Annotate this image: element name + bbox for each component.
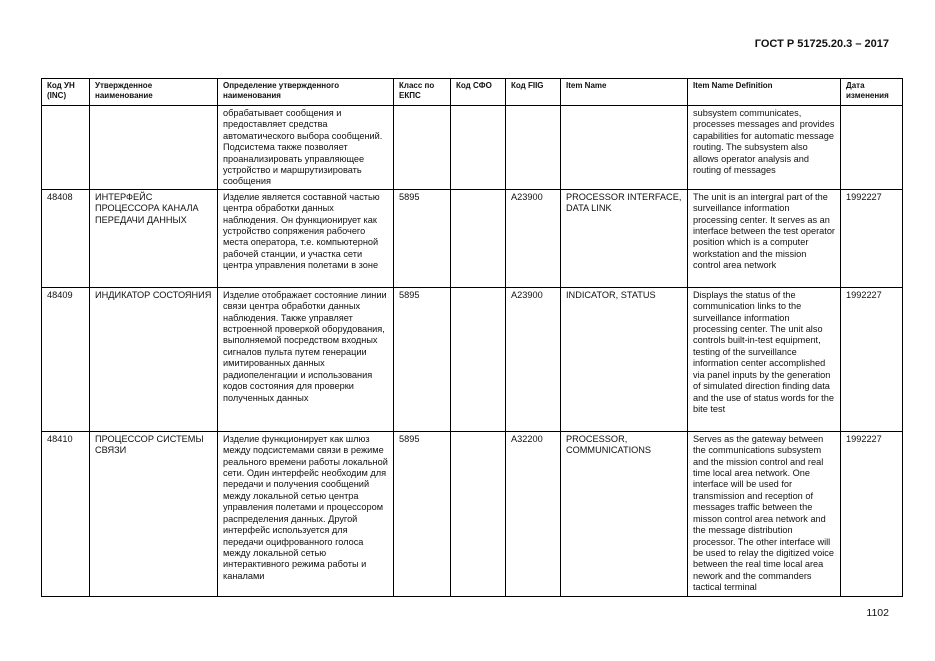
cell-inc: [42, 106, 90, 190]
column-header-inc: Код УН (INC): [42, 79, 90, 106]
cell-change-date: [841, 106, 903, 190]
cell-item-definition: The unit is an intergral part of the surveillance information processing center. It serves as an interface between the test operator position which is a computer workstation and the mission control area network: [688, 189, 841, 287]
table-row: [42, 189, 903, 287]
cell-class: 5895: [394, 287, 451, 431]
cell-inc: 48409: [42, 287, 90, 431]
cell-class: 5895: [394, 431, 451, 596]
table-row: [42, 106, 903, 190]
cell-change-date: 1992227: [841, 431, 903, 596]
cell-approved-name: ПРОЦЕССОР СИСТЕМЫ СВЯЗИ: [90, 431, 218, 596]
cell-class: 5895: [394, 189, 451, 287]
cell-sfo: [451, 106, 506, 190]
cell-change-date: 1992227: [841, 287, 903, 431]
column-header-sfo: Код СФО: [451, 79, 506, 106]
cell-fiig: A32200: [506, 431, 561, 596]
cell-class: [394, 106, 451, 190]
cell-item-name: PROCESSOR INTERFACE, DATA LINK: [561, 189, 688, 287]
cell-approved-name: ИНТЕРФЕЙС ПРОЦЕССОРА КАНАЛА ПЕРЕДАЧИ ДАННЫХ: [90, 189, 218, 287]
cell-fiig: [506, 106, 561, 190]
cell-item-definition: Serves as the gateway between the communications subsystem and the mission control and real time local area network. One interface will be used for transmission and reception of messages traffic between the misson control area network and the message distribution processor. The other interface will be used to relay the digitized voice between the real time local area nework and the commanders tactical terminal: [688, 431, 841, 596]
cell-name-definition: Изделие функционирует как шлюз между подсистемами связи в режиме реального времени работы локальной сети. Один интерфейс необходим для передачи и получения сообщений между локальной сетью центра управления полетами и процессором распределения данных. Другой интерфейс используется для передачи оцифрованного голоса между локальной сетью интерактивного режима работы и каналами: [218, 431, 394, 596]
cell-name-definition: Изделие отображает состояние линии связи центра обработки данных наблюдения. Также управляет встроенной проверкой оборудования, выполняемой посредством входных сигналов пульта путем генерации имитированных данных радиопеленгации и использования кодов состояния для проверки полученных данных: [218, 287, 394, 431]
cell-item-name: [561, 106, 688, 190]
document-code: ГОСТ Р 51725.20.3 – 2017: [754, 38, 889, 50]
cell-change-date: 1992227: [841, 189, 903, 287]
item-name-table: [41, 78, 903, 597]
cell-sfo: [451, 287, 506, 431]
page-number: 1102: [866, 607, 889, 619]
column-header-change-date: Дата изменения: [841, 79, 903, 106]
cell-item-name: PROCESSOR, COMMUNICATIONS: [561, 431, 688, 596]
cell-approved-name: ИНДИКАТОР СОСТОЯНИЯ: [90, 287, 218, 431]
cell-fiig: A23900: [506, 189, 561, 287]
table-row: [42, 431, 903, 596]
table-header-row: [42, 79, 903, 106]
cell-sfo: [451, 431, 506, 596]
column-header-name-definition: Определение утвержденного наименования: [218, 79, 394, 106]
cell-fiig: A23900: [506, 287, 561, 431]
cell-name-definition: Изделие является составной частью центра обработки данных наблюдения. Он функционирует как устройство сопряжения рабочего места оператора, т.е. компьютерной рабочей станции, и участка сети центра управления полетами в зоне: [218, 189, 394, 287]
column-header-approved-name: Утвержденное наименование: [90, 79, 218, 106]
column-header-fiig: Код FIIG: [506, 79, 561, 106]
cell-approved-name: [90, 106, 218, 190]
cell-sfo: [451, 189, 506, 287]
column-header-item-name: Item Name: [561, 79, 688, 106]
column-header-item-definition: Item Name Definition: [688, 79, 841, 106]
cell-item-definition: subsystem communicates, processes messages and provides capabilities for automatic message routing. The subsystem also allows operator analysis and routing of messages: [688, 106, 841, 190]
cell-item-definition: Displays the status of the communication links to the surveillance information processing center. The unit also controls built-in-test equipment, testing of the surveillance information center accomplished via panel inputs by the generation of simulated direction finding data and the use of status words for the bite test: [688, 287, 841, 431]
cell-inc: 48410: [42, 431, 90, 596]
cell-item-name: INDICATOR, STATUS: [561, 287, 688, 431]
column-header-class: Класс по ЕКПС: [394, 79, 451, 106]
table-row: [42, 287, 903, 431]
cell-inc: 48408: [42, 189, 90, 287]
cell-name-definition: обрабатывает сообщения и предоставляет средства автоматического выбора сообщений. Подсистема также позволяет проанализировать управляющее устройство и маршрутизировать сообщения: [218, 106, 394, 190]
